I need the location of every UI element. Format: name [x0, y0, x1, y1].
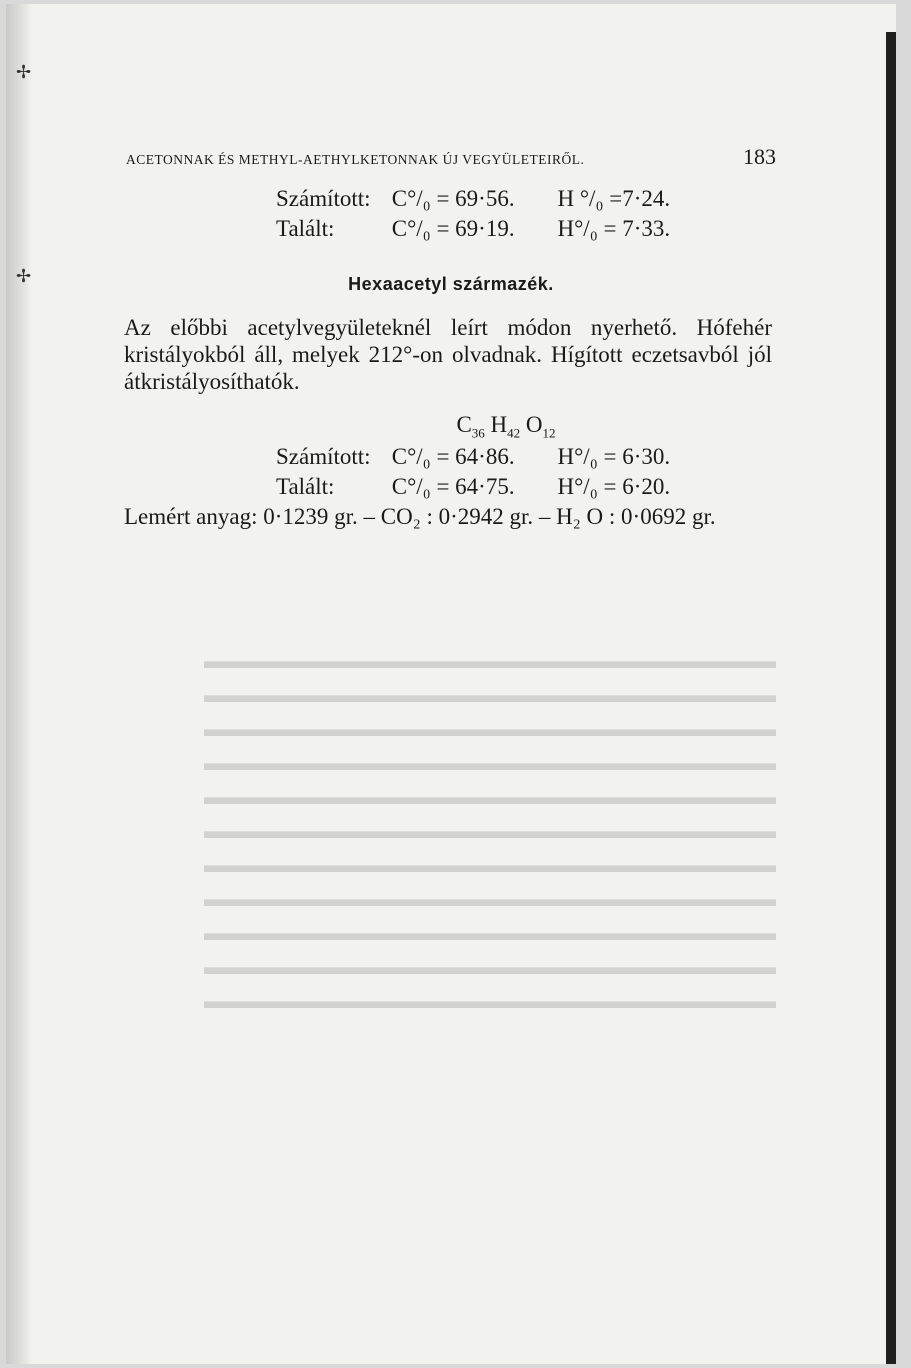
show-through-text: ▬▬▬▬▬▬▬▬▬▬▬▬▬▬▬▬▬▬▬▬▬▬▬▬▬▬ ▬▬▬▬▬▬▬▬▬▬▬▬▬▬▬▬▬▬▬▬▬▬▬▬▬▬ ▬▬▬▬▬▬▬▬▬▬▬▬▬▬▬▬▬▬▬▬▬▬▬▬▬▬ ▬▬▬▬▬▬▬▬▬▬▬▬▬▬▬▬▬▬▬▬▬▬▬▬▬▬ ▬▬▬▬▬▬▬▬▬▬▬▬▬▬▬▬▬▬▬▬▬▬▬▬▬▬ ▬▬▬▬▬▬▬▬▬▬▬▬▬▬▬▬▬▬▬▬▬▬▬▬▬▬ ▬▬▬▬▬▬▬▬▬▬▬▬▬▬▬▬▬▬▬▬▬▬▬▬▬▬ ▬▬▬▬▬▬▬▬▬▬▬▬▬▬▬▬▬▬▬▬▬▬▬▬▬▬ ▬▬▬▬▬▬▬▬▬▬▬▬▬▬▬▬▬▬▬▬▬▬▬▬▬▬ ▬▬▬▬▬▬▬▬▬▬▬▬▬▬▬▬▬▬▬▬▬▬▬▬▬▬ ▬▬▬▬▬▬▬▬▬▬▬▬▬▬▬▬▬▬▬▬▬▬▬▬▬▬ — [204, 648, 776, 1013]
analysis1-found — [276, 216, 896, 242]
formula-c: C — [456, 412, 472, 437]
calculated-hydrogen: H °/₀ =7·24. — [557, 186, 671, 211]
running-title: ACETONNAK ÉS METHYL-AETHYLKETONNAK ÚJ VEGYÜLETEIRŐL. — [126, 152, 585, 167]
found-label: Talált: — [276, 474, 335, 499]
margin-mark: ✢ — [16, 62, 32, 82]
analysis1-calculated — [276, 186, 896, 212]
calculated-hydrogen: H°/₀ = 6·30. — [557, 444, 671, 469]
formula-h: H — [490, 412, 508, 437]
found-carbon: C°/₀ = 64·75. — [391, 474, 515, 499]
found-hydrogen: H°/₀ = 7·33. — [557, 216, 671, 241]
page-gutter — [6, 4, 32, 1364]
found-hydrogen: H°/₀ = 6·20. — [557, 474, 671, 499]
weighed-amounts: Lemért anyag: 0·1239 gr. – CO₂ : 0·2942 gr. – H₂ O : 0·0692 gr. — [124, 504, 716, 529]
running-header — [126, 144, 776, 170]
formula-o: O — [525, 412, 543, 437]
analysis2-found — [276, 474, 896, 500]
formula-c-count: 36 — [471, 425, 485, 441]
found-label: Talált: — [276, 216, 335, 241]
calculated-label: Számított: — [276, 444, 371, 469]
formula-o-count: 12 — [542, 425, 556, 441]
body-paragraph: Az előbbi acetylvegyületeknél leírt módon nyerhető. Hófehér kristályokból áll, melyek 212°-on olvadnak. Hígított eczetsavból jól átkristályosíthatók. — [124, 315, 772, 394]
margin-mark: ✢ — [16, 266, 32, 286]
formula-h-count: 42 — [507, 425, 521, 441]
chemical-formula — [6, 412, 896, 442]
section-title: Hexaacetyl származék. — [348, 274, 554, 294]
page-number: 183 — [743, 144, 776, 169]
calculated-carbon: C°/₀ = 64·86. — [391, 444, 515, 469]
calculated-label: Számított: — [276, 186, 371, 211]
analysis2-calculated — [276, 444, 896, 470]
book-page — [6, 4, 896, 1364]
found-carbon: C°/₀ = 69·19. — [391, 216, 515, 241]
calculated-carbon: C°/₀ = 69·56. — [391, 186, 515, 211]
